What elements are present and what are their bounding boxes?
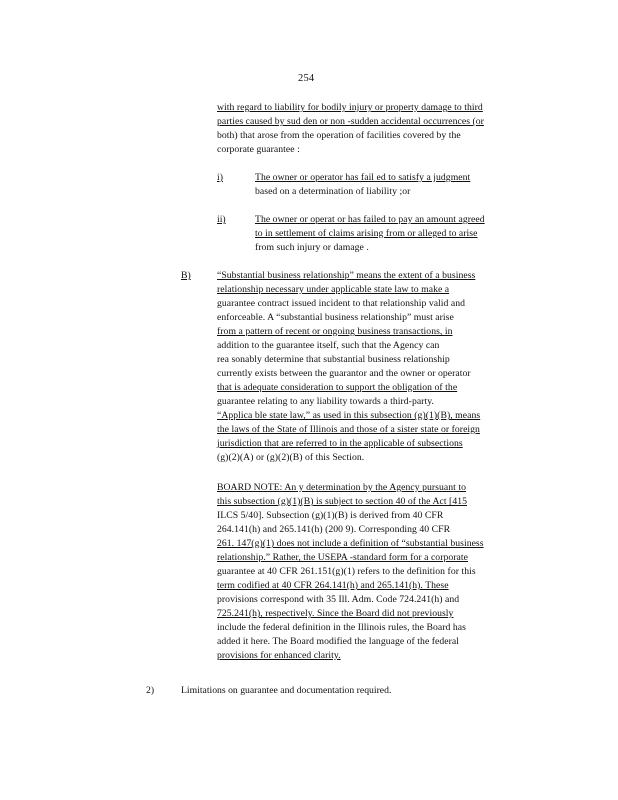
section-b-line-1: “Substantial business relationship” means the extent of a business bbox=[217, 270, 476, 281]
section-b-line-13: jurisdiction that are referred to in the applicable of subsections bbox=[217, 438, 463, 449]
section-b-line-11: “Applica ble state law,” as used in this subsection (g)(1)(B), means bbox=[217, 410, 481, 421]
section-b-line-9: that is adequate consideration to support the obligation of the bbox=[217, 382, 458, 393]
board-note-line-4: 264.141(h) and 265.141(h) (200 9). Corresponding 40 CFR bbox=[217, 524, 451, 535]
item-i-marker: i) bbox=[217, 172, 223, 183]
section-b-line-4: enforceable. A “substantial business relationship” must arise bbox=[217, 312, 454, 323]
board-note-line-9: provisions correspond with 35 Ill. Adm. Code 724.241(h) and bbox=[217, 594, 460, 605]
section-b-line-7: rea sonably determine that substantial business relationship bbox=[217, 354, 450, 365]
board-note-line-5: 261. 147(g)(1) does not include a definition of “substantial business bbox=[217, 538, 484, 549]
intro-line-2: parties caused by sud den or non -sudden accidental occurrences (or bbox=[217, 116, 484, 127]
section-b-line-8: currently exists between the guarantor and the owner or operator bbox=[217, 368, 471, 379]
board-note-line-11: include the federal definition in the Illinois rules, the Board has bbox=[217, 622, 466, 633]
item-i-line-2: based on a determination of liability ;or bbox=[255, 186, 411, 197]
intro-line-4: corporate guarantee : bbox=[217, 144, 300, 155]
item-ii-marker: ii) bbox=[217, 214, 226, 225]
section-b-line-12: the laws of the State of Illinois and those of a sister state or foreign bbox=[217, 424, 480, 435]
intro-line-3: both) that arose from the operation of facilities covered by the bbox=[217, 130, 461, 141]
board-note-line-1: BOARD NOTE: An y determination by the Agency pursuant to bbox=[217, 482, 466, 493]
section-b-line-3: guarantee contract issued incident to that relationship valid and bbox=[217, 298, 466, 309]
board-note-line-7: guarantee at 40 CFR 261.151(g)(1) refers to the definition for this bbox=[217, 566, 476, 577]
section-b-line-5: from a pattern of recent or ongoing business transactions, in bbox=[217, 326, 453, 337]
section-b-line-6: addition to the guarantee itself, such that the Agency can bbox=[217, 340, 440, 351]
section-b-line-2: relationship necessary under applicable state law to make a bbox=[217, 284, 450, 295]
item-ii-line-2: to in settlement of claims arising from or alleged to arise bbox=[255, 228, 478, 239]
section-b-marker: B) bbox=[181, 270, 191, 281]
item-2-marker: 2) bbox=[146, 685, 155, 696]
page-number: 254 bbox=[298, 73, 315, 84]
item-ii-line-3: from such injury or damage . bbox=[255, 242, 369, 253]
item-i-line-1: The owner or operator has fail ed to satisfy a judgment bbox=[255, 172, 471, 183]
board-note-line-8: term codified at 40 CFR 264.141(h) and 265.141(h). These bbox=[217, 580, 449, 591]
board-note-line-10: 725.241(h), respectively. Since the Board did not previously bbox=[217, 608, 454, 619]
board-note-line-2: this subsection (g)(1)(B) is subject to section 40 of the Act [415 bbox=[217, 496, 468, 507]
board-note-line-6: relationship.” Rather, the USEPA -standard form for a corporate bbox=[217, 552, 468, 563]
item-ii-line-1: The owner or operat or has failed to pay an amount agreed bbox=[255, 214, 485, 225]
item-2-text: Limitations on guarantee and documentation required. bbox=[181, 685, 392, 696]
intro-line-1: with regard to liability for bodily injury or property damage to third bbox=[217, 102, 483, 113]
board-note-line-13: provisions for enhanced clarity. bbox=[217, 650, 341, 661]
board-note-line-12: added it here. The Board modified the language of the federal bbox=[217, 636, 460, 647]
board-note-line-3: ILCS 5/40]. Subsection (g)(1)(B) is derived from 40 CFR bbox=[217, 510, 444, 521]
section-b-line-14: (g)(2)(A) or (g)(2)(B) of this Section. bbox=[217, 452, 365, 463]
section-b-line-10: guarantee relating to any liability towards a third-party. bbox=[217, 396, 434, 407]
